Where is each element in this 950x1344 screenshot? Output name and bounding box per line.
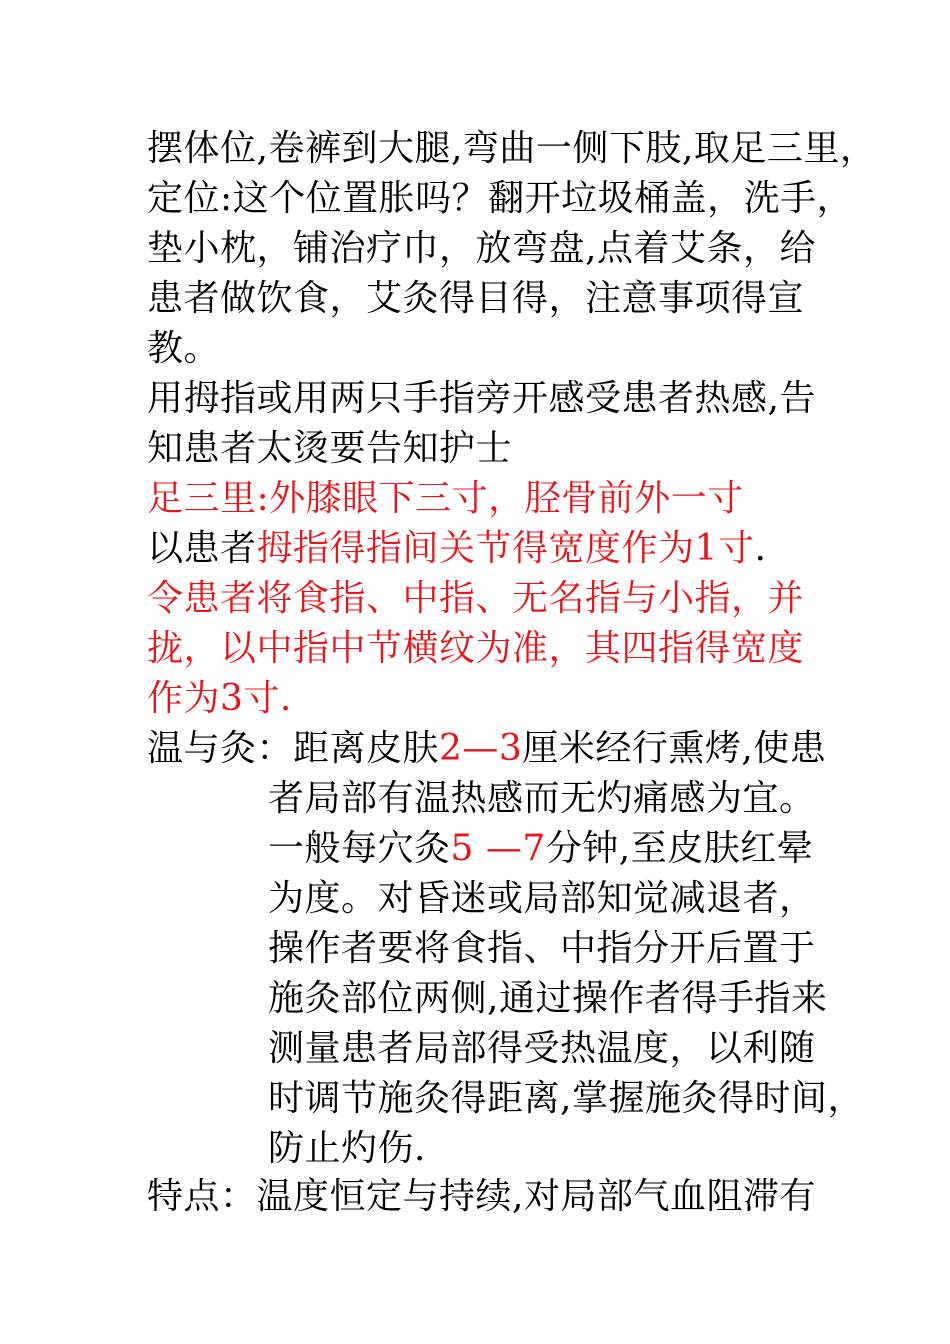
moxibustion-line-1-prefix: 温与灸：距离皮肤 xyxy=(147,728,440,769)
three-cun-line-2: 拢，以中指中节横纹为准，其四指得宽度 xyxy=(147,628,805,669)
moxibustion-line-8: 时调节施灸得距离,掌握施灸得时间， xyxy=(268,1078,864,1119)
paragraph-positioning-line-2: 定位:这个位置胀吗？翻开垃圾桶盖，洗手， xyxy=(147,178,854,219)
three-cun-line-3: 作为3寸. xyxy=(147,678,292,719)
paragraph-heat-check-line-1: 用拇指或用两只手指旁开感受患者热感,告 xyxy=(147,378,816,419)
three-cun-line-1: 令患者将食指、中指、无名指与小指，并 xyxy=(147,578,805,619)
acupoint-location-line: 足三里:外膝眼下三寸，胫骨前外一寸 xyxy=(147,478,744,519)
moxibustion-line-7: 测量患者局部得受热温度，以利随 xyxy=(268,1028,816,1069)
cun-definition-prefix: 以患者 xyxy=(147,528,257,569)
moxibustion-line-6: 施灸部位两侧,通过操作者得手指来 xyxy=(268,978,828,1019)
paragraph-positioning-line-5: 教。 xyxy=(147,328,221,369)
paragraph-positioning-line-3: 垫小枕，铺治疗巾，放弯盘,点着艾条，给 xyxy=(147,228,816,269)
cun-definition-line xyxy=(147,524,837,574)
duration-range: 5 —7 xyxy=(450,828,546,869)
moxibustion-line-3 xyxy=(268,824,838,874)
moxibustion-line-3-suffix: 分钟,至皮肤红晕 xyxy=(545,828,814,869)
cun-definition-number: 1 xyxy=(694,528,718,569)
moxibustion-line-9: 防止灼伤. xyxy=(268,1128,426,1169)
features-line-1: 特点：温度恒定与持续,对局部气血阻滞有 xyxy=(147,1176,816,1217)
moxibustion-line-1-suffix: 厘米经行熏烤,使患 xyxy=(522,728,827,769)
moxibustion-line-5: 操作者要将食指、中指分开后置于 xyxy=(268,928,816,969)
moxibustion-line-4: 为度。对昏迷或局部知觉减退者， xyxy=(268,878,816,919)
moxibustion-line-2: 者局部有温热感而无灼痛感为宜。 xyxy=(268,778,816,819)
paragraph-positioning-line-1: 摆体位,卷裤到大腿,弯曲一侧下肢,取足三里， xyxy=(147,128,877,169)
moxibustion-line-1 xyxy=(147,724,837,774)
paragraph-heat-check-line-2: 知患者太烫要告知护士 xyxy=(147,428,513,469)
cun-definition-highlight: 拇指得指间关节得宽度作为 xyxy=(256,528,695,569)
cun-definition-suffix: . xyxy=(754,528,767,569)
cun-definition-unit: 寸 xyxy=(717,528,755,569)
paragraph-positioning-line-4: 患者做饮食，艾灸得目得，注意事项得宣 xyxy=(147,278,805,319)
distance-range: 2—3 xyxy=(439,728,523,769)
moxibustion-line-3-prefix: 一般每穴灸 xyxy=(268,828,451,869)
